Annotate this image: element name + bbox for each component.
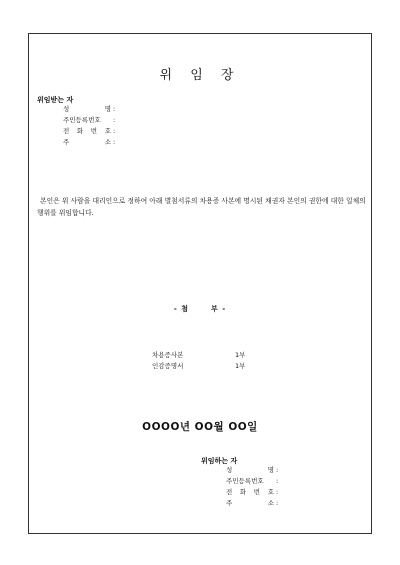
- delegator-field-address: 주 소 :: [226, 499, 279, 507]
- delegator-fields: [226, 465, 278, 509]
- delegation-statement: 본인은 위 사람을 대리인으로 정하여 아래 별첨서류의 차용증 사본에 명시된 채권자 본인의 권한에 대한 일체의 행위를 위임합니다.: [37, 197, 366, 217]
- delegate-field-address: 주 소 :: [63, 138, 116, 146]
- attachment-item: 차용증사본 1부: [152, 351, 246, 359]
- document-page: [28, 33, 372, 534]
- delegate-field-name: 성 명 :: [63, 105, 116, 113]
- delegate-heading: 위임받는 자: [37, 96, 74, 104]
- document-date: OOOO년 OO월 OO일: [142, 421, 258, 433]
- attachments-heading: - 첨 부 -: [173, 305, 227, 313]
- document-title: 위 임 장: [159, 68, 241, 83]
- attachment-item: 인감증명서 1부: [152, 362, 246, 370]
- delegator-field-phone: 전 화 번 호 :: [226, 488, 279, 496]
- delegator-heading: 위임하는 자: [201, 457, 238, 465]
- delegator-field-name: 성 명 :: [226, 466, 279, 474]
- attachments-list: [152, 350, 245, 372]
- delegate-fields: [63, 104, 115, 148]
- delegate-field-id: 주민등록번호 :: [63, 116, 116, 124]
- delegator-field-id: 주민등록번호 :: [226, 477, 279, 485]
- delegate-field-phone: 전 화 번 호 :: [63, 127, 116, 135]
